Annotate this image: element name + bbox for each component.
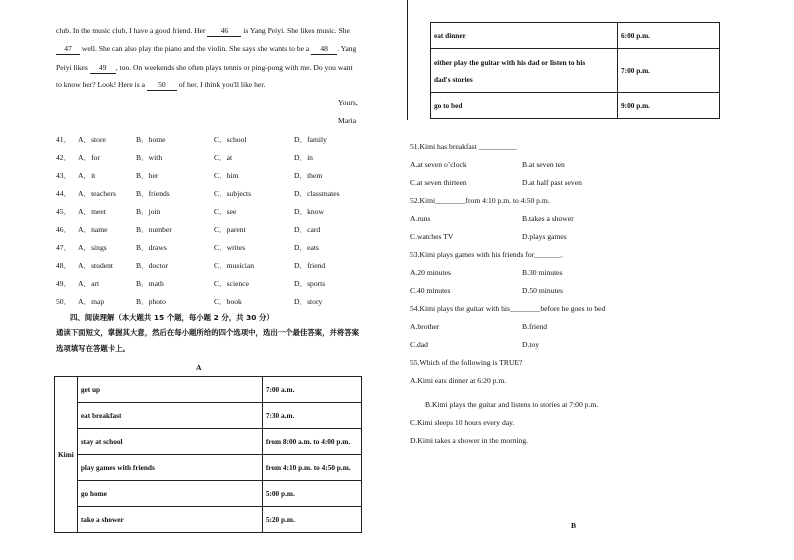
blank-46: 46 xyxy=(207,26,241,37)
option-c: C．writes xyxy=(214,243,246,252)
option-a: A.brother xyxy=(410,322,440,331)
option-a: A．store xyxy=(78,135,106,144)
schedule-table-right xyxy=(430,22,720,119)
option-a: A．map xyxy=(78,297,105,306)
option-d: D.Kimi takes a shower in the morning. xyxy=(410,436,529,445)
activity-cell: go home xyxy=(77,481,262,507)
activity-cell: take a shower xyxy=(77,507,262,533)
option-a: A．it xyxy=(78,171,96,180)
option-c: C．school xyxy=(214,135,247,144)
option-a: A.at seven o’clock xyxy=(410,160,467,169)
passage-line: to know her? Look! Here is a 50 of her. I think you'll like her. xyxy=(56,80,266,89)
option-c: C．book xyxy=(214,297,242,306)
passage-line: club. In the music club, I have a good friend. Her 46 is Yang Peiyi. She likes music. She xyxy=(56,26,350,35)
option-c: C．subjects xyxy=(214,189,252,198)
activity-cell: get up xyxy=(77,377,262,403)
question-stem: 51.Kimi has breakfast __________ xyxy=(410,142,517,151)
option-number: 45． xyxy=(56,207,72,216)
option-number: 41． xyxy=(56,135,72,144)
option-b: B．home xyxy=(136,135,166,144)
option-number: 49． xyxy=(56,279,72,288)
section-heading: 四、阅读理解（本大题共 15 个题，每小题 2 分，共 30 分） xyxy=(70,313,274,322)
option-b: B.takes a shower xyxy=(522,214,574,223)
activity-cell: stay at school xyxy=(77,429,262,455)
activity-cell: eat breakfast xyxy=(77,403,262,429)
schedule-table-left xyxy=(54,376,362,533)
activity-cell: eat dinner xyxy=(431,23,618,49)
option-a: A．art xyxy=(78,279,100,288)
option-d: D．card xyxy=(294,225,321,234)
option-c: C.watches TV xyxy=(410,232,454,241)
person-cell: Kimi xyxy=(55,377,78,533)
option-d: D．story xyxy=(294,297,323,306)
question-stem: 54.Kimi plays the guitar with his________before he goes to bed xyxy=(410,304,606,313)
time-cell: 7:30 a.m. xyxy=(262,403,361,429)
time-cell: from 4:10 p.m. to 4:50 p.m. xyxy=(262,455,361,481)
option-a: A．sings xyxy=(78,243,107,252)
part-b-label: B xyxy=(571,521,577,530)
option-d: D.50 minutes xyxy=(522,286,563,295)
option-d: D．family xyxy=(294,135,327,144)
option-number: 44． xyxy=(56,189,72,198)
letter-closing: Yours, xyxy=(338,98,358,107)
activity-cell: either play the guitar with his dad or listen to his dad's stories xyxy=(431,49,618,93)
option-b: B.Kimi plays the guitar and listens to stories at 7:00 p.m. xyxy=(425,400,599,409)
option-number: 43． xyxy=(56,171,72,180)
option-c: C.at seven thirteen xyxy=(410,178,467,187)
option-c: C．him xyxy=(214,171,239,180)
question-stem: 55.Which of the following is TRUE? xyxy=(410,358,523,367)
option-c: C．science xyxy=(214,279,250,288)
letter-signature: Maria xyxy=(338,116,357,125)
option-d: D．classmates xyxy=(294,189,340,198)
part-a-label: A xyxy=(196,363,202,372)
option-b: B．join xyxy=(136,207,161,216)
option-a: A.20 minutes xyxy=(410,268,451,277)
question-stem: 53.Kimi plays games with his friends for_______. xyxy=(410,250,563,259)
instructions-line-2: 选项填写在答题卡上。 xyxy=(56,344,130,353)
activity-cell: play games with friends xyxy=(77,455,262,481)
table-left-border xyxy=(407,0,408,120)
blank-48: 48 xyxy=(311,44,337,55)
option-c: C.dad xyxy=(410,340,428,349)
option-b: B．her xyxy=(136,171,159,180)
option-b: B．math xyxy=(136,279,164,288)
option-d: D．them xyxy=(294,171,323,180)
option-c: C.40 minutes xyxy=(410,286,451,295)
time-cell: 7:00 p.m. xyxy=(618,49,720,93)
option-d: D.plays games xyxy=(522,232,567,241)
option-b: B．doctor xyxy=(136,261,169,270)
instructions-line-1: 通读下面短文，掌握其大意，然后在每小题所给的四个选项中，选出一个最佳答案，并将答案 xyxy=(56,328,360,337)
option-c: C．at xyxy=(214,153,233,162)
option-b: B.at seven ten xyxy=(522,160,565,169)
time-cell: 9:00 p.m. xyxy=(618,93,720,119)
blank-47: 47 xyxy=(56,44,80,55)
passage-line: Peiyi likes 49 , too. On weekends she often plays tennis or ping-pong with me. Do you want xyxy=(56,63,353,72)
option-d: D．sports xyxy=(294,279,326,288)
option-d: D.toy xyxy=(522,340,540,349)
option-number: 47． xyxy=(56,243,72,252)
passage-line: 47 well. She can also play the piano and the violin. She says she wants to be a 48 . Yang xyxy=(56,44,356,55)
option-a: A.Kimi eats dinner at 6:20 p.m. xyxy=(410,376,507,385)
time-cell: 5:20 p.m. xyxy=(262,507,361,533)
option-b: B.friend xyxy=(522,322,548,331)
option-a: A．for xyxy=(78,153,100,162)
time-cell: 6:00 p.m. xyxy=(618,23,720,49)
option-number: 50． xyxy=(56,297,72,306)
option-c: C.Kimi sleeps 10 hours every day. xyxy=(410,418,515,427)
option-d: D．friend xyxy=(294,261,326,270)
option-number: 42． xyxy=(56,153,72,162)
option-a: A．meet xyxy=(78,207,106,216)
option-a: A．student xyxy=(78,261,114,270)
option-c: C．parent xyxy=(214,225,246,234)
option-b: B．photo xyxy=(136,297,166,306)
option-d: D．know xyxy=(294,207,324,216)
option-b: B．friends xyxy=(136,189,170,198)
option-d: D．eats xyxy=(294,243,319,252)
option-b: B．draws xyxy=(136,243,167,252)
option-d: D.at half past seven xyxy=(522,178,582,187)
time-cell: from 8:00 a.m. to 4:00 p.m. xyxy=(262,429,361,455)
option-a: A．name xyxy=(78,225,108,234)
option-a: A．teachers xyxy=(78,189,116,198)
time-cell: 7:00 a.m. xyxy=(262,377,361,403)
option-number: 48． xyxy=(56,261,72,270)
option-c: C．see xyxy=(214,207,237,216)
option-b: B．with xyxy=(136,153,163,162)
option-d: D．in xyxy=(294,153,313,162)
blank-50: 50 xyxy=(147,80,177,91)
blank-49: 49 xyxy=(90,63,116,74)
option-a: A.runs xyxy=(410,214,431,223)
time-cell: 5:00 p.m. xyxy=(262,481,361,507)
option-number: 46． xyxy=(56,225,72,234)
option-b: B.30 minutes xyxy=(522,268,563,277)
option-b: B．number xyxy=(136,225,172,234)
question-stem: 52.Kimi________from 4:10 p.m. to 4:50 p.m. xyxy=(410,196,550,205)
activity-cell: go to bed xyxy=(431,93,618,119)
option-c: C．musician xyxy=(214,261,255,270)
